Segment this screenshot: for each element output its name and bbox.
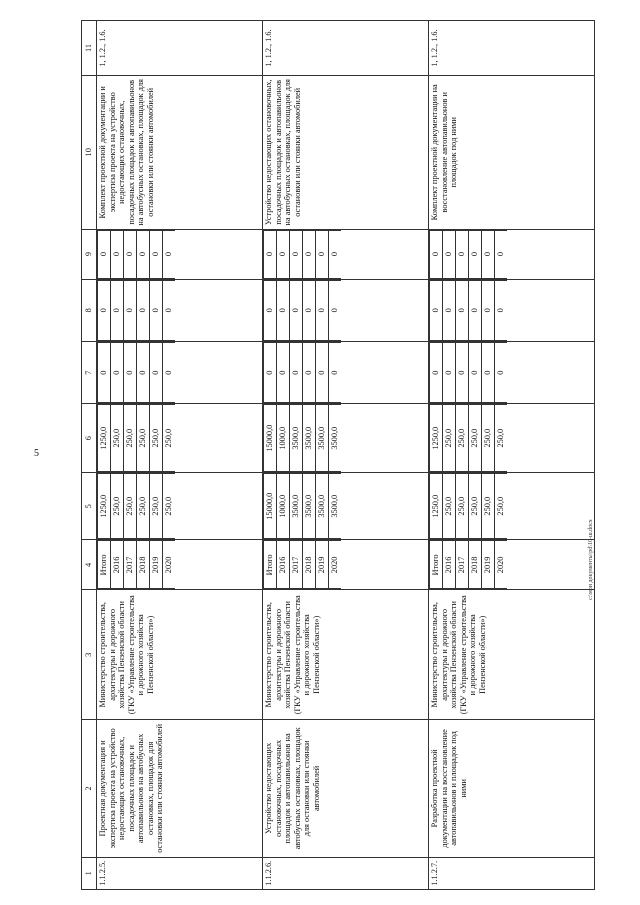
- year-cell-value: 2018: [303, 541, 316, 589]
- other-sources-cell-value: 0: [150, 230, 163, 278]
- executor: Министерство строительства, архитектуры и дорожного хозяйства Пензенской области (ГКУ «Управление строительства и дорожного хозяйства Пензенской области»): [263, 590, 429, 720]
- indicator-ref: 1, 1.2., 1.6.: [97, 21, 263, 76]
- federal-budget-cell-value: 0: [303, 342, 316, 402]
- federal-budget-cell-value: 0: [495, 342, 508, 402]
- year-cell-value: Итого: [98, 541, 111, 589]
- federal-budget-cell-value: 0: [443, 342, 456, 402]
- federal-budget-cell-value: 0: [277, 342, 290, 402]
- local-budget-cell-value: 0: [163, 280, 176, 340]
- regional-budget-cell-value: 250,0: [163, 405, 176, 472]
- year-cell-value: 2017: [456, 541, 469, 589]
- total-funding-cell-value: 1000,0: [277, 474, 290, 539]
- other-sources-cell-value: 0: [469, 230, 482, 278]
- total-funding-cell-value: 250,0: [482, 474, 495, 539]
- federal-budget-cell-value: 0: [469, 342, 482, 402]
- total-funding-cell-value: 1250,0: [98, 474, 111, 539]
- header-cell: 2: [82, 720, 97, 857]
- regional-budget-cell-value: 3500,0: [316, 405, 329, 472]
- federal-budget-cell: [429, 341, 595, 403]
- regional-budget-cell-value: 250,0: [111, 405, 124, 472]
- year-cell-value: 2020: [329, 541, 342, 589]
- total-funding-cell-value: 250,0: [163, 474, 176, 539]
- header-cell: 5: [82, 473, 97, 540]
- footer-file-path: c:\мои документы\pd\10-ш.docx: [588, 519, 594, 600]
- other-sources-cell-value: 0: [124, 230, 137, 278]
- year-cell-value: 2019: [482, 541, 495, 589]
- header-cell: 1: [82, 857, 97, 889]
- federal-budget-cell-value: 0: [264, 342, 277, 402]
- year-cell-value: 2019: [150, 541, 163, 589]
- federal-budget-cell-value: 0: [150, 342, 163, 402]
- page-number: 5: [34, 448, 39, 459]
- year-cell-value: 2017: [124, 541, 137, 589]
- federal-budget-cell: [97, 341, 263, 403]
- total-funding-cell-value: 250,0: [111, 474, 124, 539]
- total-funding-cell-value: 3500,0: [316, 474, 329, 539]
- total-funding-cell-value: 250,0: [124, 474, 137, 539]
- year-cell-value: 2016: [277, 541, 290, 589]
- header-row: [82, 21, 97, 890]
- other-sources-cell: [263, 229, 429, 279]
- year-cell-value: 2019: [316, 541, 329, 589]
- local-budget-cell-value: 0: [150, 280, 163, 340]
- local-budget-cell: [97, 279, 263, 341]
- year-cell-value: 2016: [443, 541, 456, 589]
- year-cell-value: Итого: [430, 541, 443, 589]
- row-code: 1.1.2.6.: [263, 857, 429, 889]
- local-budget-cell-value: 0: [316, 280, 329, 340]
- document-table-container: [81, 20, 595, 890]
- regional-budget-cell-value: 250,0: [456, 405, 469, 472]
- local-budget-cell: [429, 279, 595, 341]
- local-budget-cell-value: 0: [290, 280, 303, 340]
- regional-budget-cell-value: 250,0: [495, 405, 508, 472]
- header-cell: 7: [82, 341, 97, 403]
- local-budget-cell-value: 0: [303, 280, 316, 340]
- executor: Министерство строительства, архитектуры и дорожного хозяйства Пензенской области (ГКУ «Управление строительства и дорожного хозяйства Пензенской области»): [97, 590, 263, 720]
- total-funding-cell-value: 250,0: [443, 474, 456, 539]
- other-sources-cell-value: 0: [430, 230, 443, 278]
- local-budget-cell-value: 0: [111, 280, 124, 340]
- expected-result: Комплект проектной документации и экспертиза проекта на устройство недостающих остановочных, посадочных площадок и автопавильонов на автобусных остановках, площадок для остановки или стоянки автомобилей: [97, 76, 263, 230]
- total-funding-cell-value: 250,0: [137, 474, 150, 539]
- federal-budget-cell-value: 0: [290, 342, 303, 402]
- expected-result: Комплект проектной документации на восстановление автопавильонов и площадок под ними: [429, 76, 595, 230]
- regional-budget-cell-value: 3500,0: [329, 405, 342, 472]
- regional-budget-cell-value: 250,0: [150, 405, 163, 472]
- local-budget-cell: [263, 279, 429, 341]
- total-funding-cell-value: 3500,0: [290, 474, 303, 539]
- federal-budget-cell-value: 0: [111, 342, 124, 402]
- federal-budget-cell-value: 0: [163, 342, 176, 402]
- other-sources-cell-value: 0: [329, 230, 342, 278]
- regional-budget-cell-value: 250,0: [443, 405, 456, 472]
- total-funding-cell: [263, 473, 429, 540]
- indicator-ref: 1, 1.2., 1.6.: [429, 21, 595, 76]
- local-budget-cell-value: 0: [482, 280, 495, 340]
- local-budget-cell-value: 0: [124, 280, 137, 340]
- federal-budget-cell-value: 0: [482, 342, 495, 402]
- table-row: [97, 21, 263, 890]
- local-budget-cell-value: 0: [137, 280, 150, 340]
- total-funding-cell-value: 1250,0: [430, 474, 443, 539]
- other-sources-cell-value: 0: [495, 230, 508, 278]
- other-sources-cell-value: 0: [316, 230, 329, 278]
- federal-budget-cell-value: 0: [329, 342, 342, 402]
- total-funding-cell-value: 250,0: [150, 474, 163, 539]
- federal-budget-cell-value: 0: [98, 342, 111, 402]
- table-row: [429, 21, 595, 890]
- executor: Министерство строительства, архитектуры и дорожного хозяйства Пензенской области (ГКУ «Управление строительства и дорожного хозяйства Пензенской области»): [429, 590, 595, 720]
- regional-budget-cell-value: 3500,0: [303, 405, 316, 472]
- local-budget-cell-value: 0: [456, 280, 469, 340]
- other-sources-cell-value: 0: [303, 230, 316, 278]
- header-cell: 11: [82, 21, 97, 76]
- other-sources-cell-value: 0: [443, 230, 456, 278]
- other-sources-cell: [429, 229, 595, 279]
- other-sources-cell-value: 0: [163, 230, 176, 278]
- federal-budget-cell-value: 0: [124, 342, 137, 402]
- local-budget-cell-value: 0: [264, 280, 277, 340]
- indicator-ref: 1, 1.2., 1.6.: [263, 21, 429, 76]
- regional-budget-cell: [263, 404, 429, 473]
- total-funding-cell-value: 250,0: [469, 474, 482, 539]
- other-sources-cell-value: 0: [290, 230, 303, 278]
- year-cell: [263, 540, 429, 590]
- regional-budget-cell: [429, 404, 595, 473]
- regional-budget-cell: [97, 404, 263, 473]
- local-budget-cell-value: 0: [329, 280, 342, 340]
- federal-budget-cell-value: 0: [316, 342, 329, 402]
- header-cell: 9: [82, 229, 97, 279]
- local-budget-cell-value: 0: [98, 280, 111, 340]
- other-sources-cell-value: 0: [111, 230, 124, 278]
- activity-name: Устройство недостающих остановочных, посадочных площадок и автопавильонов на автобусных остановках, площадок для остановки или стоянки автомобилей: [263, 720, 429, 857]
- federal-budget-cell-value: 0: [137, 342, 150, 402]
- regional-budget-cell-value: 1250,0: [98, 405, 111, 472]
- total-funding-cell: [97, 473, 263, 540]
- total-funding-cell: [429, 473, 595, 540]
- regional-budget-cell-value: 3500,0: [290, 405, 303, 472]
- header-cell: 6: [82, 404, 97, 473]
- year-cell-value: Итого: [264, 541, 277, 589]
- header-cell: 4: [82, 540, 97, 590]
- total-funding-cell-value: 15000,0: [264, 474, 277, 539]
- activity-name: Проектная документация и экспертиза проекта на устройство недостающих остановочных, посадочных площадок и автопавильонов на автобусных остановках, площадок для остановки или стоянки автомобилей: [97, 720, 263, 857]
- other-sources-cell-value: 0: [456, 230, 469, 278]
- year-cell-value: 2017: [290, 541, 303, 589]
- regional-budget-cell-value: 250,0: [137, 405, 150, 472]
- row-code: 1.1.2.5.: [97, 857, 263, 889]
- program-table: [81, 20, 595, 890]
- regional-budget-cell-value: 250,0: [124, 405, 137, 472]
- other-sources-cell-value: 0: [264, 230, 277, 278]
- other-sources-cell-value: 0: [277, 230, 290, 278]
- year-cell-value: 2018: [137, 541, 150, 589]
- year-cell-value: 2020: [163, 541, 176, 589]
- local-budget-cell-value: 0: [430, 280, 443, 340]
- header-cell: 8: [82, 279, 97, 341]
- local-budget-cell-value: 0: [469, 280, 482, 340]
- regional-budget-cell-value: 15000,0: [264, 405, 277, 472]
- total-funding-cell-value: 3500,0: [329, 474, 342, 539]
- regional-budget-cell-value: 1000,0: [277, 405, 290, 472]
- year-cell: [97, 540, 263, 590]
- header-cell: 3: [82, 590, 97, 720]
- local-budget-cell-value: 0: [443, 280, 456, 340]
- year-cell-value: 2020: [495, 541, 508, 589]
- total-funding-cell-value: 250,0: [495, 474, 508, 539]
- federal-budget-cell-value: 0: [430, 342, 443, 402]
- local-budget-cell-value: 0: [277, 280, 290, 340]
- header-cell: 10: [82, 76, 97, 230]
- other-sources-cell: [97, 229, 263, 279]
- other-sources-cell-value: 0: [482, 230, 495, 278]
- activity-name: Разработка проектной документации на восстановление автопавильонов и площадок под ними: [429, 720, 595, 857]
- regional-budget-cell-value: 1250,0: [430, 405, 443, 472]
- row-code: 1.1.2.7.: [429, 857, 595, 889]
- table-row: [263, 21, 429, 890]
- year-cell-value: 2016: [111, 541, 124, 589]
- total-funding-cell-value: 3500,0: [303, 474, 316, 539]
- federal-budget-cell-value: 0: [456, 342, 469, 402]
- regional-budget-cell-value: 250,0: [469, 405, 482, 472]
- year-cell-value: 2018: [469, 541, 482, 589]
- local-budget-cell-value: 0: [495, 280, 508, 340]
- other-sources-cell-value: 0: [137, 230, 150, 278]
- expected-result: Устройство недостающих остановочных, посадочных площадок и автопавильонов на автобусных остановках, площадок для остановки или стоянки автомобилей: [263, 76, 429, 230]
- federal-budget-cell: [263, 341, 429, 403]
- other-sources-cell-value: 0: [98, 230, 111, 278]
- year-cell: [429, 540, 595, 590]
- total-funding-cell-value: 250,0: [456, 474, 469, 539]
- regional-budget-cell-value: 250,0: [482, 405, 495, 472]
